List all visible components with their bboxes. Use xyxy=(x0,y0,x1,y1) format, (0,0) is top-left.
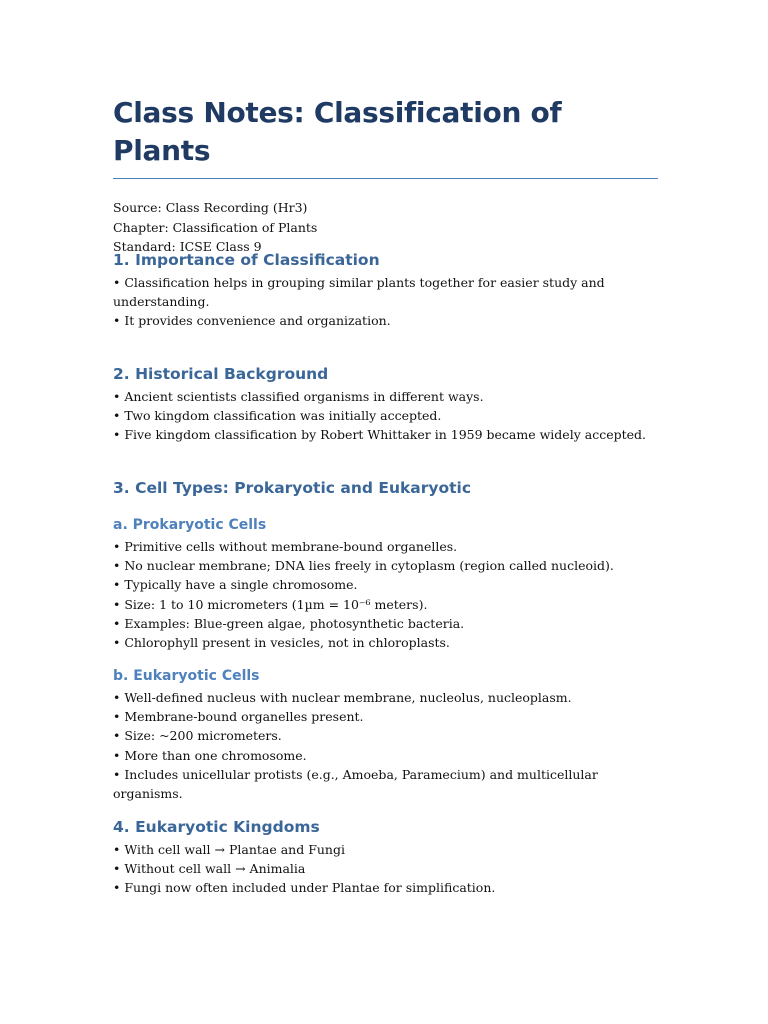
meta-standard: Standard: ICSE Class 9 xyxy=(113,239,262,254)
list-item: • No nuclear membrane; DNA lies freely in cytoplasm (region called nucleoid). xyxy=(113,558,614,574)
list-item: • With cell wall → Plantae and Fungi xyxy=(113,842,345,857)
document-meta xyxy=(113,198,658,257)
section-eukaryotic-cells xyxy=(113,666,658,803)
section-cell-types xyxy=(113,477,658,499)
section-heading: 2. Historical Background xyxy=(113,365,329,383)
bullet-list xyxy=(113,387,658,445)
list-item: • Size: ~200 micrometers. xyxy=(113,728,282,744)
bullet-list xyxy=(113,537,658,652)
list-item: • Five kingdom classification by Robert Whittaker in 1959 became widely accepted. xyxy=(113,427,646,443)
list-item: • Examples: Blue-green algae, photosynthetic bacteria. xyxy=(113,615,465,631)
bullet-list xyxy=(113,688,658,803)
list-item: • Size: 1 to 10 micrometers (1µm = 10⁻⁶ meters). xyxy=(113,596,428,612)
list-item: • Membrane-bound organelles present. xyxy=(113,709,364,725)
section-historical-background xyxy=(113,363,658,445)
list-item: • More than one chromosome. xyxy=(113,747,307,763)
document-title: Class Notes: Classification of Plants xyxy=(113,94,658,179)
meta-chapter: Chapter: Classification of Plants xyxy=(113,219,318,235)
list-item: • Typically have a single chromosome. xyxy=(113,577,358,593)
section-eukaryotic-kingdoms xyxy=(113,816,658,898)
list-item: • Primitive cells without membrane-bound organelles. xyxy=(113,539,458,554)
section-prokaryotic-cells xyxy=(113,515,658,652)
section-importance xyxy=(113,249,658,331)
bullet-list xyxy=(113,840,658,898)
list-item: • Ancient scientists classified organisms in different ways. xyxy=(113,389,484,404)
section-heading: 3. Cell Types: Prokaryotic and Eukaryotic xyxy=(113,479,472,497)
list-item: • Fungi now often included under Plantae for simplification. xyxy=(113,880,496,896)
subsection-heading: a. Prokaryotic Cells xyxy=(113,517,267,533)
list-item: • Two kingdom classification was initially accepted. xyxy=(113,408,442,424)
list-item: • Without cell wall → Animalia xyxy=(113,861,306,877)
list-item: • It provides convenience and organization. xyxy=(113,313,391,329)
bullet-list xyxy=(113,273,658,331)
list-item: • Well-defined nucleus with nuclear membrane, nucleolus, nucleoplasm. xyxy=(113,690,572,705)
subsection-heading: b. Eukaryotic Cells xyxy=(113,668,260,684)
document-page xyxy=(113,94,658,257)
list-item: • Classification helps in grouping similar plants together for easier study and understanding. xyxy=(113,275,605,310)
list-item: • Includes unicellular protists (e.g., Amoeba, Paramecium) and multicellular organisms. xyxy=(113,766,598,802)
list-item: • Chlorophyll present in vesicles, not in chloroplasts. xyxy=(113,635,450,651)
meta-source: Source: Class Recording (Hr3) xyxy=(113,200,308,215)
section-heading: 1. Importance of Classification xyxy=(113,251,380,269)
section-heading: 4. Eukaryotic Kingdoms xyxy=(113,818,320,836)
